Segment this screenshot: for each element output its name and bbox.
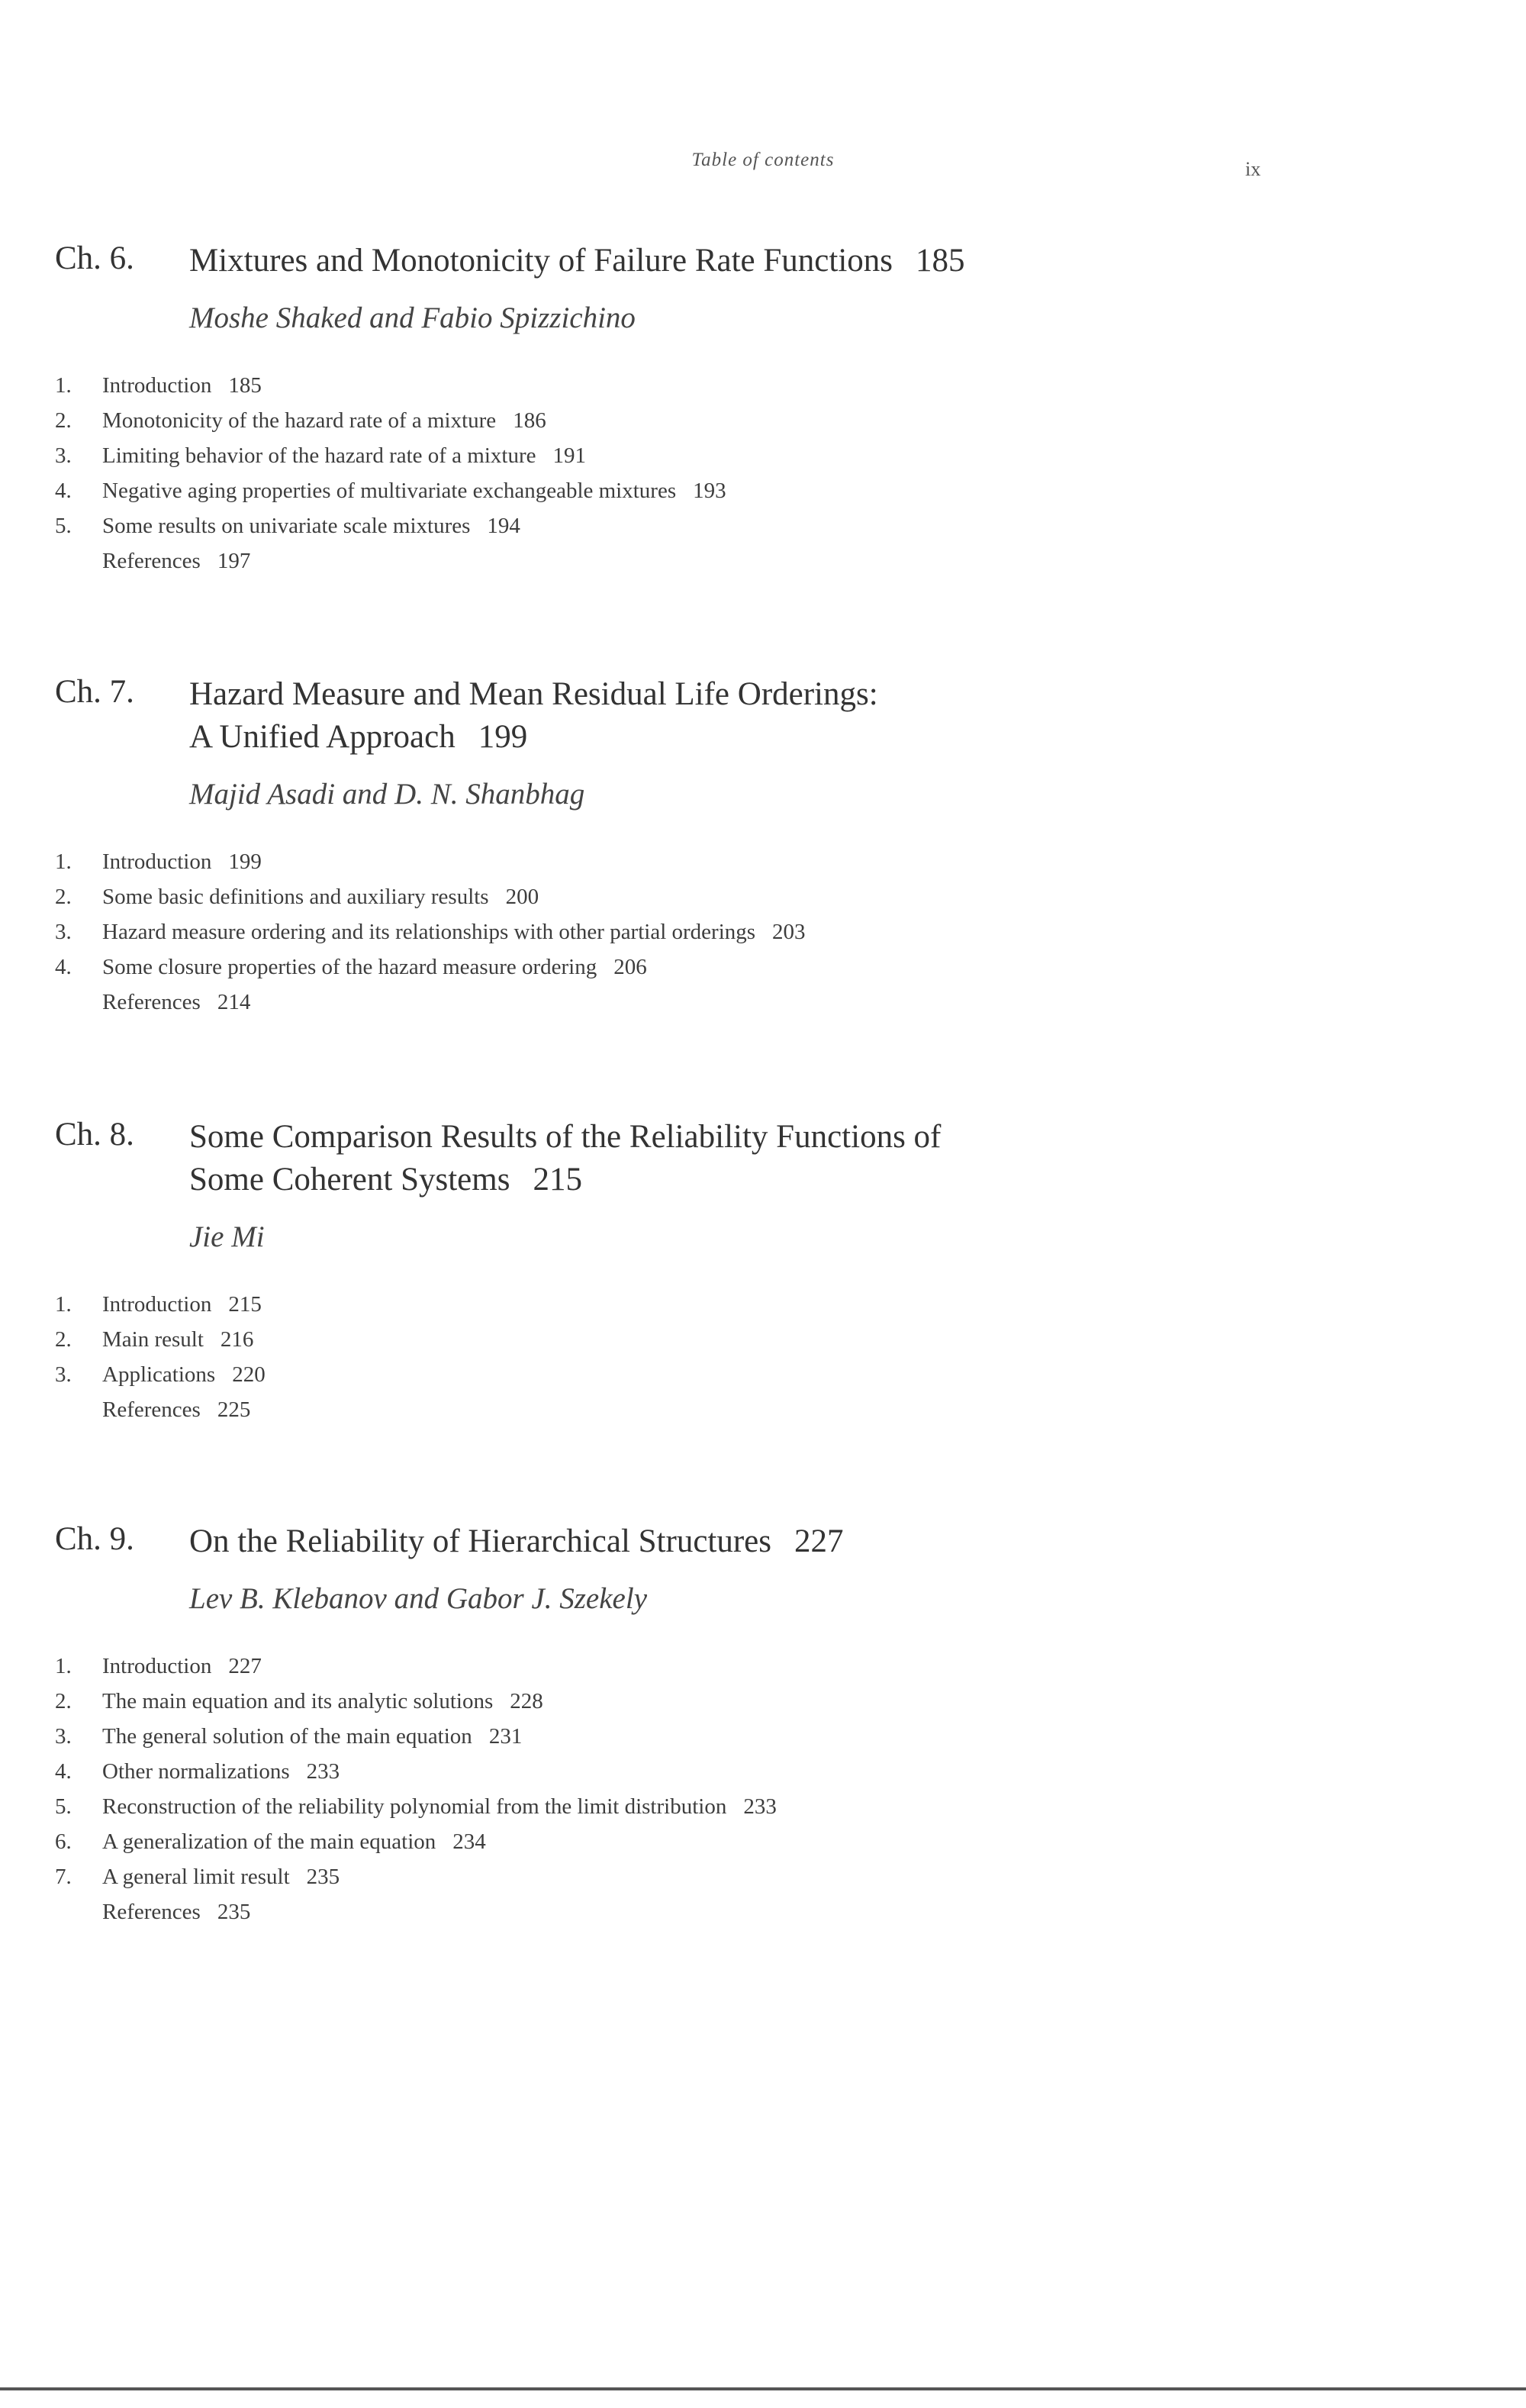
title-text: On the Reliability of Hierarchical Structures	[189, 1523, 771, 1559]
section-item[interactable]	[55, 368, 1413, 403]
section-page: 233	[743, 1794, 777, 1819]
section-title: Negative aging properties of multivariate exchangeable mixtures	[102, 479, 677, 503]
title-text: Mixtures and Monotonicity of Failure Rate Functions	[189, 243, 893, 279]
section-title: Some basic definitions and auxiliary results	[102, 885, 489, 909]
section-item[interactable]	[55, 949, 1413, 985]
section-number: 1.	[55, 1292, 72, 1317]
chapter-title-line	[189, 240, 1413, 282]
section-item[interactable]	[55, 508, 1413, 543]
section-title: Introduction	[102, 849, 212, 874]
section-number: 2.	[55, 1689, 72, 1713]
section-page: 233	[306, 1759, 340, 1784]
section-number: 4.	[55, 479, 72, 503]
chapter-title[interactable]	[189, 240, 1413, 282]
section-item[interactable]	[55, 914, 1413, 949]
section-page: 234	[452, 1829, 486, 1854]
section-title: Monotonicity of the hazard rate of a mixture	[102, 408, 497, 433]
section-page: 214	[217, 990, 251, 1014]
section-page: 220	[232, 1362, 266, 1387]
section-page: 206	[613, 955, 647, 979]
chapter-title-line: Some Comparison Results of the Reliability Functions of	[189, 1119, 942, 1155]
section-title: References	[102, 990, 201, 1014]
chapter-9	[55, 1520, 1413, 1929]
section-number: 5.	[55, 1794, 72, 1819]
chapter-heading	[55, 1520, 1413, 1563]
section-number: 4.	[55, 1759, 72, 1784]
section-page: 191	[552, 443, 587, 468]
section-item[interactable]	[55, 1684, 1413, 1719]
chapter-title[interactable]	[189, 1520, 1413, 1563]
section-item[interactable]	[55, 1754, 1413, 1789]
section-item-references[interactable]	[55, 1392, 1413, 1427]
chapter-page: 185	[916, 243, 965, 279]
chapter-authors: Moshe Shaked and Fabio Spizzichino	[189, 301, 636, 334]
section-page: 185	[228, 373, 262, 398]
chapter-title-line: Hazard Measure and Mean Residual Life Orderings:	[189, 676, 878, 712]
section-page: 186	[513, 408, 546, 433]
section-page: 193	[693, 479, 726, 503]
chapter-page: 199	[478, 719, 528, 755]
section-page: 200	[505, 885, 539, 909]
section-title: Introduction	[102, 1654, 212, 1678]
section-title: Limiting behavior of the hazard rate of a mixture	[102, 443, 536, 468]
chapter-6	[55, 240, 1413, 579]
section-title: A general limit result	[102, 1865, 290, 1889]
chapter-page: 215	[533, 1162, 582, 1198]
section-page: 231	[488, 1724, 523, 1749]
section-list	[55, 368, 1413, 579]
section-title: References	[102, 1900, 201, 1924]
chapter-heading	[55, 673, 1413, 759]
section-number: 4.	[55, 955, 72, 979]
section-number: 3.	[55, 443, 72, 468]
section-title: The general solution of the main equation	[102, 1724, 472, 1749]
chapter-title-line	[189, 716, 1413, 759]
section-title: Reconstruction of the reliability polynomial from the limit distribution	[102, 1794, 727, 1819]
section-item-references[interactable]	[55, 985, 1413, 1020]
section-number: 2.	[55, 885, 72, 909]
section-page: 197	[217, 549, 251, 573]
section-number: 1.	[55, 373, 72, 398]
section-number: 2.	[55, 1327, 72, 1352]
title-text: Some Coherent Systems	[189, 1162, 510, 1198]
section-page: 216	[220, 1327, 254, 1352]
section-item[interactable]	[55, 1824, 1413, 1859]
section-item[interactable]	[55, 403, 1413, 438]
chapter-page: 227	[794, 1523, 844, 1559]
section-item[interactable]	[55, 1357, 1413, 1392]
section-title: References	[102, 549, 201, 573]
section-page: 227	[228, 1654, 262, 1678]
section-page: 194	[487, 514, 520, 538]
bottom-rule	[0, 2387, 1526, 2390]
running-head: Table of contents	[691, 150, 835, 170]
chapter-number: Ch. 8.	[55, 1117, 134, 1152]
section-item[interactable]	[55, 879, 1413, 914]
section-number: 1.	[55, 1654, 72, 1678]
section-page: 228	[510, 1689, 543, 1713]
section-number: 1.	[55, 849, 72, 874]
chapter-title[interactable]	[189, 1116, 1413, 1201]
section-number: 7.	[55, 1865, 72, 1889]
section-item[interactable]	[55, 438, 1413, 473]
section-title: A generalization of the main equation	[102, 1829, 436, 1854]
section-title: Hazard measure ordering and its relationships with other partial orderings	[102, 920, 756, 944]
section-page: 215	[228, 1292, 262, 1317]
section-item[interactable]	[55, 1859, 1413, 1894]
page-number: ix	[1245, 158, 1261, 180]
section-item[interactable]	[55, 1789, 1413, 1824]
section-number: 3.	[55, 1362, 72, 1387]
section-title: Introduction	[102, 373, 212, 398]
title-text: A Unified Approach	[189, 719, 456, 755]
section-list	[55, 1287, 1413, 1427]
section-item[interactable]	[55, 473, 1413, 508]
chapter-authors: Lev B. Klebanov and Gabor J. Szekely	[189, 1582, 648, 1615]
section-number: 6.	[55, 1829, 72, 1854]
section-page: 235	[217, 1900, 251, 1924]
chapter-7	[55, 673, 1413, 1020]
section-item[interactable]	[55, 1649, 1413, 1684]
section-number: 5.	[55, 514, 72, 538]
section-list	[55, 844, 1413, 1020]
chapter-8	[55, 1116, 1413, 1427]
section-list	[55, 1649, 1413, 1929]
section-item[interactable]	[55, 844, 1413, 879]
section-number: 2.	[55, 408, 72, 433]
section-page: 225	[217, 1397, 251, 1422]
chapter-authors: Majid Asadi and D. N. Shanbhag	[189, 778, 585, 811]
chapter-number: Ch. 9.	[55, 1521, 134, 1557]
section-page: 203	[772, 920, 806, 944]
chapter-title-line	[189, 1159, 1413, 1201]
section-item[interactable]	[55, 1287, 1413, 1322]
section-page: 235	[306, 1865, 340, 1889]
section-number: 3.	[55, 920, 72, 944]
section-title: Other normalizations	[102, 1759, 290, 1784]
chapter-number: Ch. 7.	[55, 674, 134, 710]
section-title: Applications	[102, 1362, 216, 1387]
section-title: Main result	[102, 1327, 204, 1352]
chapter-title-line	[189, 1520, 1413, 1563]
section-item-references[interactable]	[55, 543, 1413, 579]
chapter-number: Ch. 6.	[55, 240, 134, 276]
section-item-references[interactable]	[55, 1894, 1413, 1929]
chapter-heading	[55, 240, 1413, 282]
section-title: Some closure properties of the hazard measure ordering	[102, 955, 597, 979]
section-title: Some results on univariate scale mixtures	[102, 514, 471, 538]
section-title: Introduction	[102, 1292, 212, 1317]
chapter-heading	[55, 1116, 1413, 1201]
section-title: References	[102, 1397, 201, 1422]
section-number: 3.	[55, 1724, 72, 1749]
chapter-authors: Jie Mi	[189, 1220, 265, 1253]
section-item[interactable]	[55, 1719, 1413, 1754]
section-item[interactable]	[55, 1322, 1413, 1357]
section-page: 199	[228, 849, 262, 874]
section-title: The main equation and its analytic solutions	[102, 1689, 494, 1713]
chapter-title[interactable]	[189, 673, 1413, 759]
